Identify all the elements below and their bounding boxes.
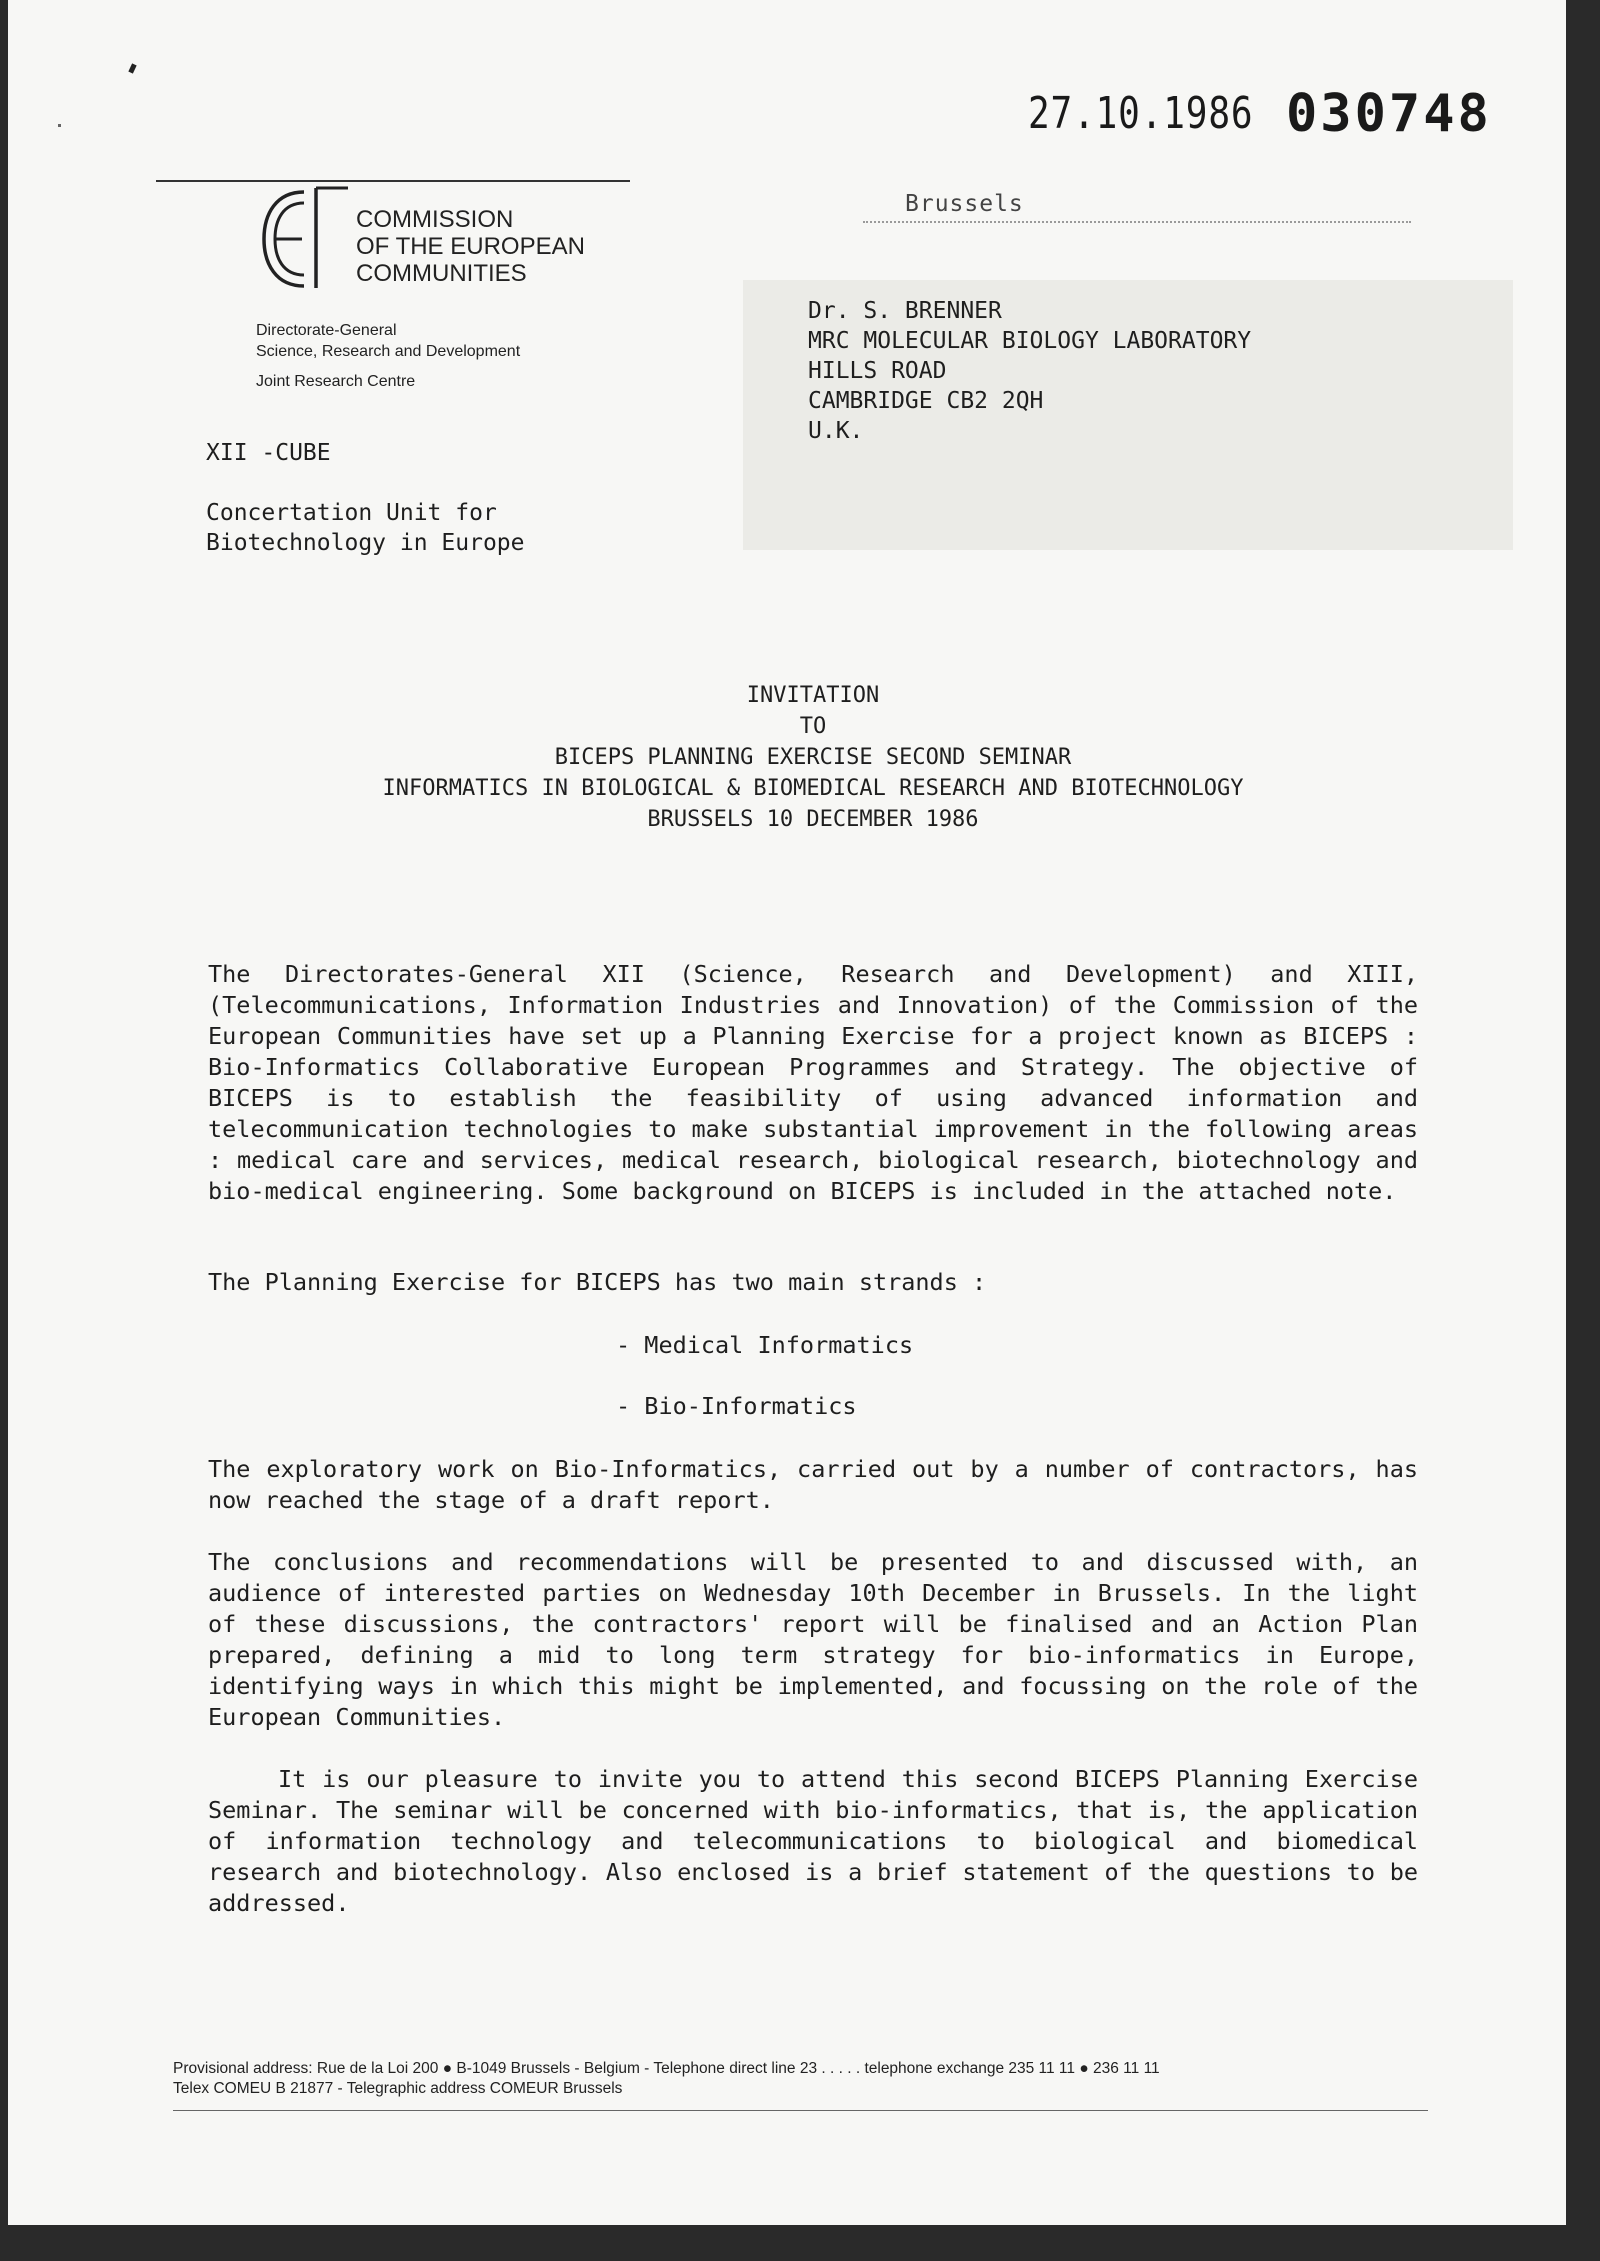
address-line: U.K. (808, 418, 864, 444)
footer-line: Provisional address: Rue de la Loi 200 ● B-1049 Brussels - Belgium - Telephone direct line 23 . . . . . telephone exchange 235 11 11 ● 236 11 11 (173, 2060, 1160, 2077)
directorate-line: Directorate-General (256, 322, 397, 339)
strand-item: - Bio-Informatics (616, 1392, 857, 1420)
footer-address (173, 2059, 1160, 2099)
title-line: INVITATION (746, 683, 880, 708)
reference-number: 030748 (1286, 84, 1492, 144)
unit-code: XII -CUBE (206, 440, 331, 466)
commission-name (356, 206, 585, 287)
location-dotted-rule (863, 221, 1411, 223)
body-paragraph: The Planning Exercise for BICEPS has two main strands : (208, 1268, 987, 1296)
title-line: BICEPS PLANNING EXERCISE SECOND SEMINAR (554, 745, 1072, 770)
address-line: Dr. S. BRENNER (808, 298, 1002, 324)
body-paragraph: It is our pleasure to invite you to attend this second BICEPS Planning Exercise Seminar. The seminar will be concerned with bio-informatics, that is, the application of information technology and telecommunications to biological and biomedical research and biotechnology. Also enclosed is a brief statement of the questions to be addressed. (208, 1765, 1418, 1917)
letter-page (8, 0, 1566, 2225)
recipient-address (808, 296, 1251, 446)
unit-name-line: Concertation Unit for (206, 500, 497, 526)
address-line: MRC MOLECULAR BIOLOGY LABORATORY (808, 328, 1252, 354)
ink-dot (58, 124, 61, 127)
title-line: TO (799, 714, 827, 739)
location-city: Brussels (905, 191, 1024, 217)
ink-mark (128, 63, 136, 73)
unit-name-line: Biotechnology in Europe (206, 530, 525, 556)
footer-line: Telex COMEU B 21877 - Telegraphic address COMEUR Brussels (173, 2080, 623, 2097)
date-stamp: 27.10.1986 (1028, 88, 1254, 139)
body-paragraph: The conclusions and recommendations will be presented to and discussed with, an audience of interested parties on Wednesday 10th December in Brussels. In the light of these discussions, the contractors' report will be finalised and an Action Plan prepared, defining a mid to long term strategy for bio-informatics in Europe, identifying ways in which this might be implemented, and focussing on the role of the European Communities. (208, 1548, 1418, 1731)
commission-line: COMMISSION (356, 206, 514, 233)
unit-name (206, 498, 525, 558)
title-line: BRUSSELS 10 DECEMBER 1986 (647, 807, 979, 832)
strand-item: - Medical Informatics (616, 1331, 914, 1359)
letterhead-rule (156, 180, 630, 182)
body-paragraph: The exploratory work on Bio-Informatics, carried out by a number of contractors, has now reached the stage of a draft report. (208, 1455, 1418, 1514)
title-line: INFORMATICS IN BIOLOGICAL & BIOMEDICAL RESEARCH AND BIOTECHNOLOGY (382, 776, 1244, 801)
commission-logo-icon (256, 184, 350, 294)
directorate-line: Science, Research and Development (256, 343, 521, 360)
research-centre: Joint Research Centre (256, 373, 416, 390)
invitation-title (208, 680, 1418, 835)
address-line: CAMBRIDGE CB2 2QH (808, 388, 1044, 414)
address-line: HILLS ROAD (808, 358, 947, 384)
commission-line: COMMUNITIES (356, 260, 527, 287)
body-paragraph: The Directorates-General XII (Science, Research and Development) and XIII, (Telecommunications, Information Industries and Innovation) of the Commission of the European Communities have set up a Planning Exercise for a project known as BICEPS : Bio-Informatics Collaborative European Programmes and Strategy. The objective of BICEPS is to establish the feasibility of using advanced information and telecommunication technologies to make substantial improvement in the following areas : medical care and services, medical research, biological research, biotechnology and bio-medical engineering. Some background on BICEPS is included in the attached note. (208, 960, 1418, 1205)
commission-line: OF THE EUROPEAN (356, 233, 585, 260)
footer-rule (173, 2110, 1428, 2111)
directorate-block (256, 320, 520, 392)
